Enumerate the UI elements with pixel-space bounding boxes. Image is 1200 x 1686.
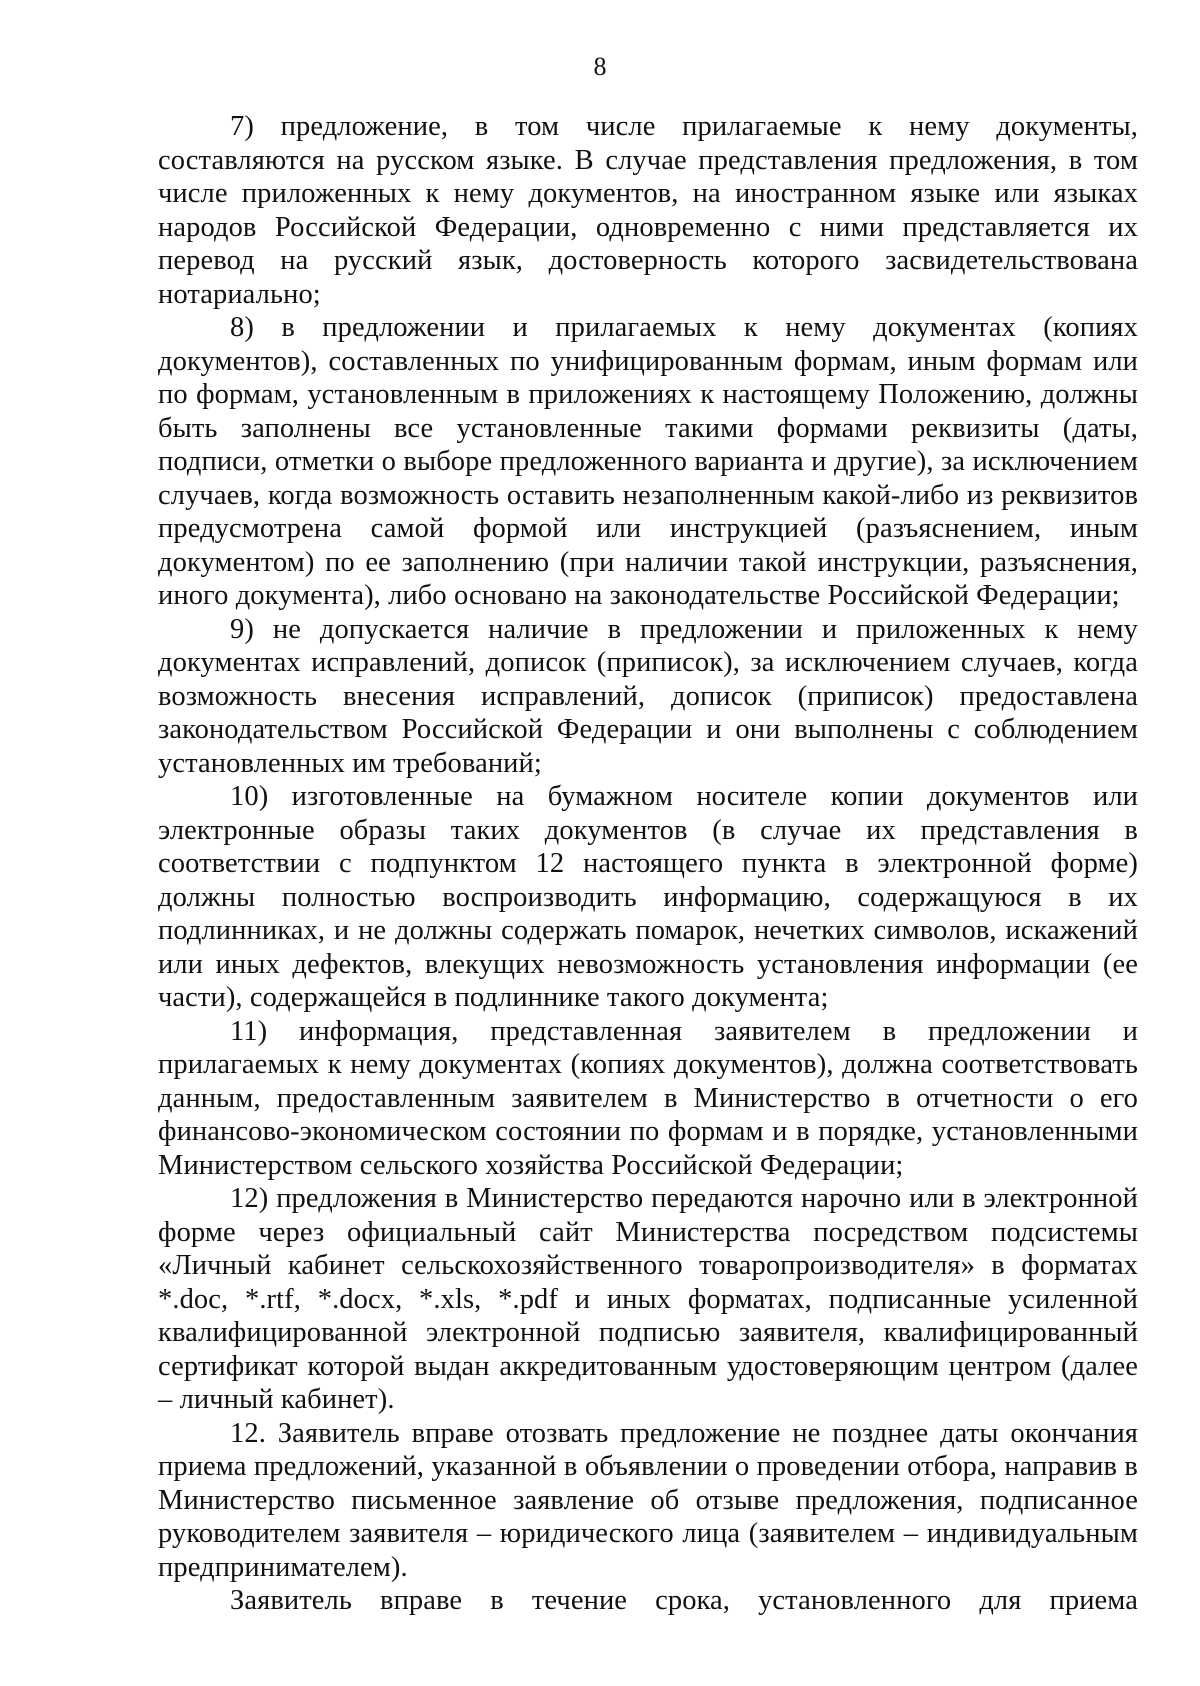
paragraph-continuation: Заявитель вправе в течение срока, установленного для приема (230, 1585, 1138, 1616)
paragraph-item-9: 9) не допускается наличие в предложении и приложенных к нему документах исправлений, дописок (приписок), за исключением случаев, когда возможность внесения исправлений, дописок (приписок) предоставлена законодательством Российской Федерации и они выполнены с соблюдением установленных им требований; (158, 613, 1138, 779)
page-number: 8 (593, 52, 607, 81)
paragraph-clause-12: 12. Заявитель вправе отозвать предложение не позднее даты окончания приема предложений, указанной в объявлении о проведении отбора, направив в Министерство письменное заявление об отзыве предложения, подписанное руководителем заявителя – юридического лица (заявителем – индивидуальным предпринимателем). (158, 1417, 1138, 1583)
paragraph-item-12: 12) предложения в Министерство передаются нарочно или в электронной форме через официальный сайт Министерства посредством подсистемы «Личный кабинет сельскохозяйственного товаропроизводителя» в форматах *.doc, *.rtf, *.docx, *.xls, *.pdf и иных форматах, подписанные усиленной квалифицированной электронной подписью заявителя, квалифицированный сертификат которой выдан аккредитованным удостоверяющим центром (далее – личный кабинет). (158, 1183, 1138, 1415)
paragraph-item-7: 7) предложение, в том числе прилагаемые к нему документы, составляются на русском языке. В случае представления предложения, в том числе приложенных к нему документов, на иностранном языке или языках народов Российской Федерации, одновременно с ними представляется их перевод на русский язык, достоверность которого засвидетельствована нотариально; (158, 111, 1138, 310)
paragraph-item-10: 10) изготовленные на бумажном носителе копии документов или электронные образы таких документов (в случае их представления в соответствии с подпунктом 12 настоящего пункта в электронной форме) должны полностью воспроизводить информацию, содержащуюся в их подлинниках, и не должны содержать помарок, нечетких символов, искажений или иных дефектов, влекущих невозможность установления информации (ее части), содержащейся в подлиннике такого документа; (158, 781, 1138, 1013)
paragraph-item-11: 11) информация, представленная заявителем в предложении и прилагаемых к нему документах (копиях документов), должна соответствовать данным, предоставленным заявителем в Министерство в отчетности о его финансово-экономическом состоянии по формам и в порядке, установленными Министерством сельского хозяйства Российской Федерации; (158, 1015, 1138, 1181)
document-body (158, 110, 1138, 1618)
paragraph-item-8: 8) в предложении и прилагаемых к нему документах (копиях документов), составленных по унифицированным формам, иным формам или по формам, установленным в приложениях к настоящему Положению, должны быть заполнены все установленные такими формами реквизиты (даты, подписи, отметки о выборе предложенного варианта и другие), за исключением случаев, когда возможность оставить незаполненным какой-либо из реквизитов предусмотрена самой формой или инструкцией (разъяснением, иным документом) по ее заполнению (при наличии такой инструкции, разъяснения, иного документа), либо основано на законодательстве Российской Федерации; (158, 312, 1138, 611)
